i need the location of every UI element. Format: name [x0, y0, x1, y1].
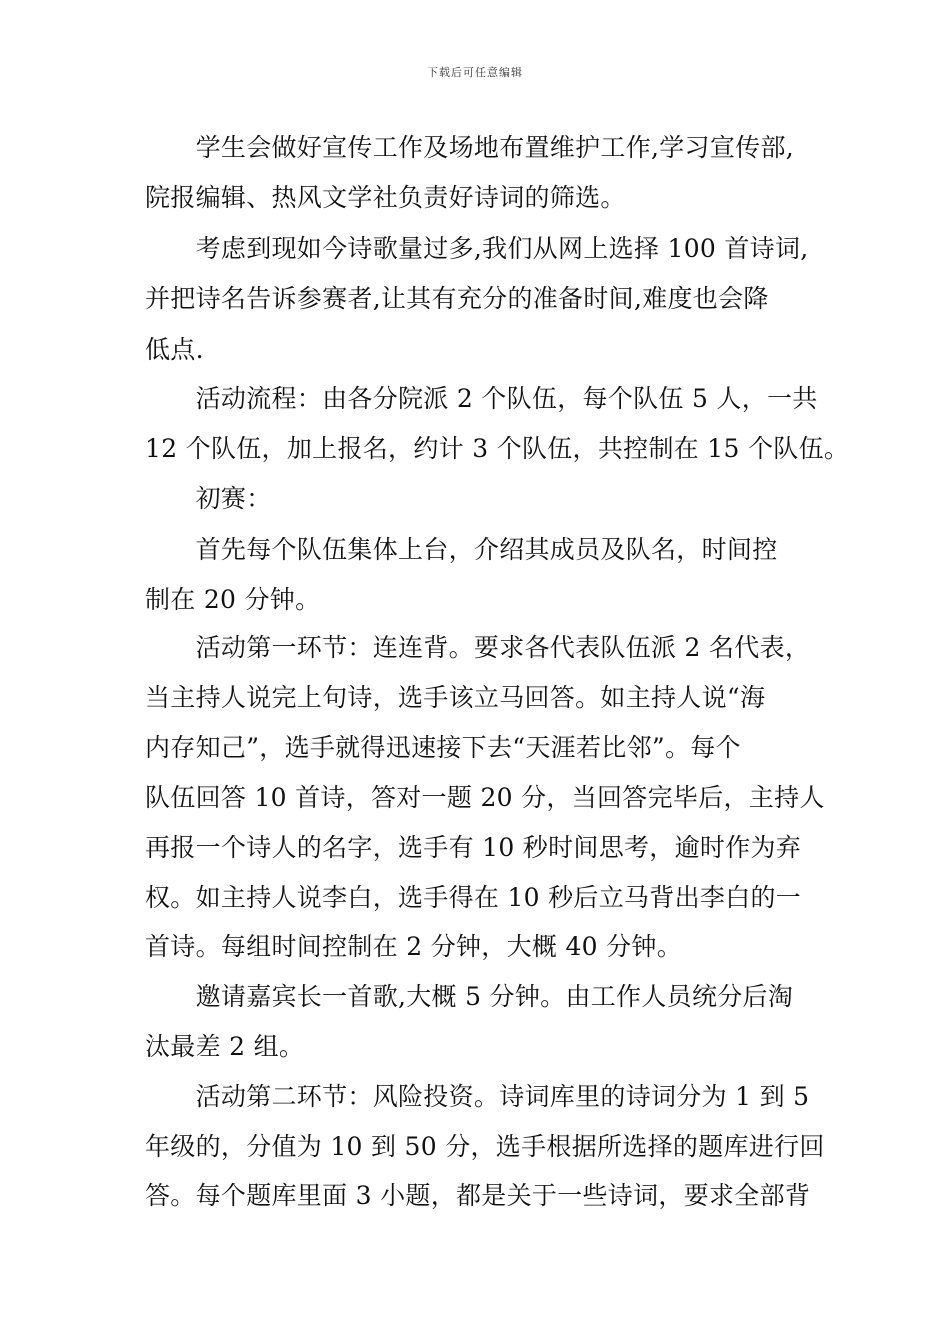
body-line: 当主持人说完上句诗，选手该立马回答。如主持人说“海 [145, 683, 766, 712]
body-line: 12 个队伍，加上报名，约计 3 个队伍，共控制在 15 个队伍。 [145, 434, 850, 463]
body-line: 低点. [145, 335, 204, 364]
body-line: 制在 20 分钟。 [145, 585, 321, 614]
body-line: 汰最差 2 组。 [145, 1032, 305, 1061]
body-line: 院报编辑、热风文学社负责好诗词的筛选。 [145, 183, 626, 212]
body-line: 并把诗名告诉参赛者,让其有充分的准备时间,难度也会降 [145, 284, 769, 313]
body-line: 首先每个队伍集体上台，介绍其成员及队名，时间控 [145, 535, 778, 564]
body-line: 权。如主持人说李白，选手得在 10 秒后立马背出李白的一 [145, 883, 802, 912]
body-line: 活动第二环节：风险投资。诗词库里的诗词分为 1 到 5 [145, 1082, 810, 1111]
body-line: 活动第一环节：连连背。要求各代表队伍派 2 名代表， [145, 633, 811, 662]
body-line: 内存知己”，选手就得迅速接下去“天涯若比邻”。每个 [145, 733, 741, 762]
page-header: 下载后可任意编辑 [427, 66, 523, 79]
body-line: 考虑到现如今诗歌量过多,我们从网上选择 100 首诗词, [145, 234, 809, 263]
body-line: 初赛： [145, 484, 272, 513]
body-line: 首诗。每组时间控制在 2 分钟，大概 40 分钟。 [145, 932, 683, 961]
body-line: 邀请嘉宾长一首歌,大概 5 分钟。由工作人员统分后淘 [145, 982, 794, 1011]
body-line: 队伍回答 10 首诗，答对一题 20 分，当回答完毕后，主持人 [145, 783, 825, 812]
body-line: 活动流程：由各分院派 2 个队伍，每个队伍 5 人，一共 [145, 384, 818, 413]
body-line: 再报一个诗人的名字，选手有 10 秒时间思考，逾时作为弃 [145, 833, 802, 862]
body-line: 年级的，分值为 10 到 50 分，选手根据所选择的题库进行回 [145, 1132, 825, 1161]
body-line: 学生会做好宣传工作及场地布置维护工作,学习宣传部, [145, 133, 794, 162]
body-line: 答。每个题库里面 3 小题，都是关于一些诗词，要求全部背 [145, 1181, 811, 1210]
